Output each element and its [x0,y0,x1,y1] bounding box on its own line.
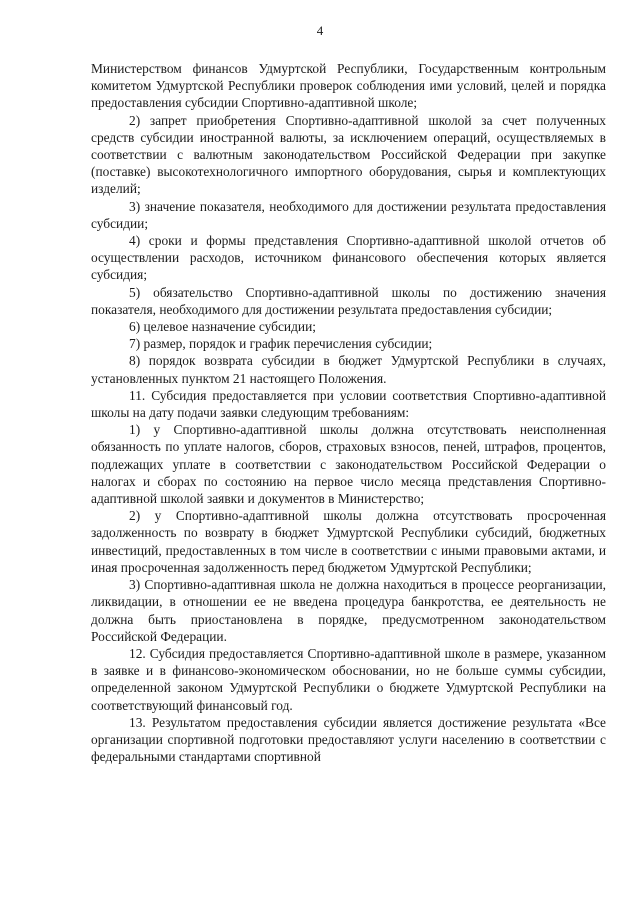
paragraph: 7) размер, порядок и график перечисления субсидии; [129,336,433,352]
paragraph: 6) целевое назначение субсидии; [129,319,316,335]
paragraph: 8) порядок возврата субсидии в бюджет Удмуртской Республики в случаях, установленных пунктом 21 настоящего Положения. [91,353,606,386]
paragraph: 2) запрет приобретения Спортивно-адаптивной школой за счет полученных средств субсидии иностранной валюты, за исключением операций, осуществляемых в соответствии с валютным законодательством Российской Федерации при закупке (поставке) высокотехнологичного импортного оборудования, сырья и комплектующих изделий; [91,112,606,197]
paragraph: 13. Результатом предоставления субсидии является достижение результата «Все организации спортивной подготовки предоставляют услуги населению в соответствии с федеральными стандартами спортивной [91,714,606,765]
paragraph: 3) значение показателя, необходимого для достижении результата предоставления субсидии; [91,198,606,231]
paragraph: Министерством финансов Удмуртской Республики, Государственным контрольным комитетом Удмуртской Республики проверок соблюдения ими условий, целей и порядка предоставления субсидии Спортивно-адаптивной школе; [91,61,606,111]
paragraph: 5) обязательство Спортивно-адаптивной школы по достижению значения показателя, необходимого для достижении результата предоставления субсидии; [91,284,606,317]
paragraph: 12. Субсидия предоставляется Спортивно-адаптивной школе в размере, указанном в заявке и в финансово-экономическом обосновании, но не больше суммы субсидии, определенной законом Удмуртской Республики о бюджете Удмуртской Республики на соответствующий финансовый год. [91,645,606,713]
paragraph: 1) у Спортивно-адаптивной школы должна отсутствовать неисполненная обязанность по уплате налогов, сборов, страховых взносов, пеней, штрафов, процентов, подлежащих уплате в соответствии с законодательством Российской Федерации о налогах и сборах по состоянию на первое число месяца представления Спортивно-адаптивной школой заявки и документов в Министерство; [91,422,606,507]
paragraph: 4) сроки и формы представления Спортивно-адаптивной школой отчетов об осуществлении расходов, источником финансового обеспечения которых является субсидия; [91,233,606,283]
page-number: 4 [316,23,324,38]
paragraph: 3) Спортивно-адаптивная школа не должна находиться в процессе реорганизации, ликвидации, в отношении ее не введена процедура банкротства, ее деятельность не должна быть приостановлена в порядке, предусмотренном законодательством Российской Федерации. [91,577,606,644]
document-body [91,60,606,765]
paragraph: 11. Субсидия предоставляется при условии соответствия Спортивно-адаптивной школы на дату подачи заявки следующим требованиям: [91,387,606,421]
paragraph: 2) у Спортивно-адаптивной школы должна отсутствовать просроченная задолженность по возврату в бюджет Удмуртской Республики субсидий, бюджетных инвестиций, предоставленных в том числе в соответствии с иными правовыми актами, и иная просроченная задолженность перед бюджетом Удмуртской Республики; [91,508,606,575]
